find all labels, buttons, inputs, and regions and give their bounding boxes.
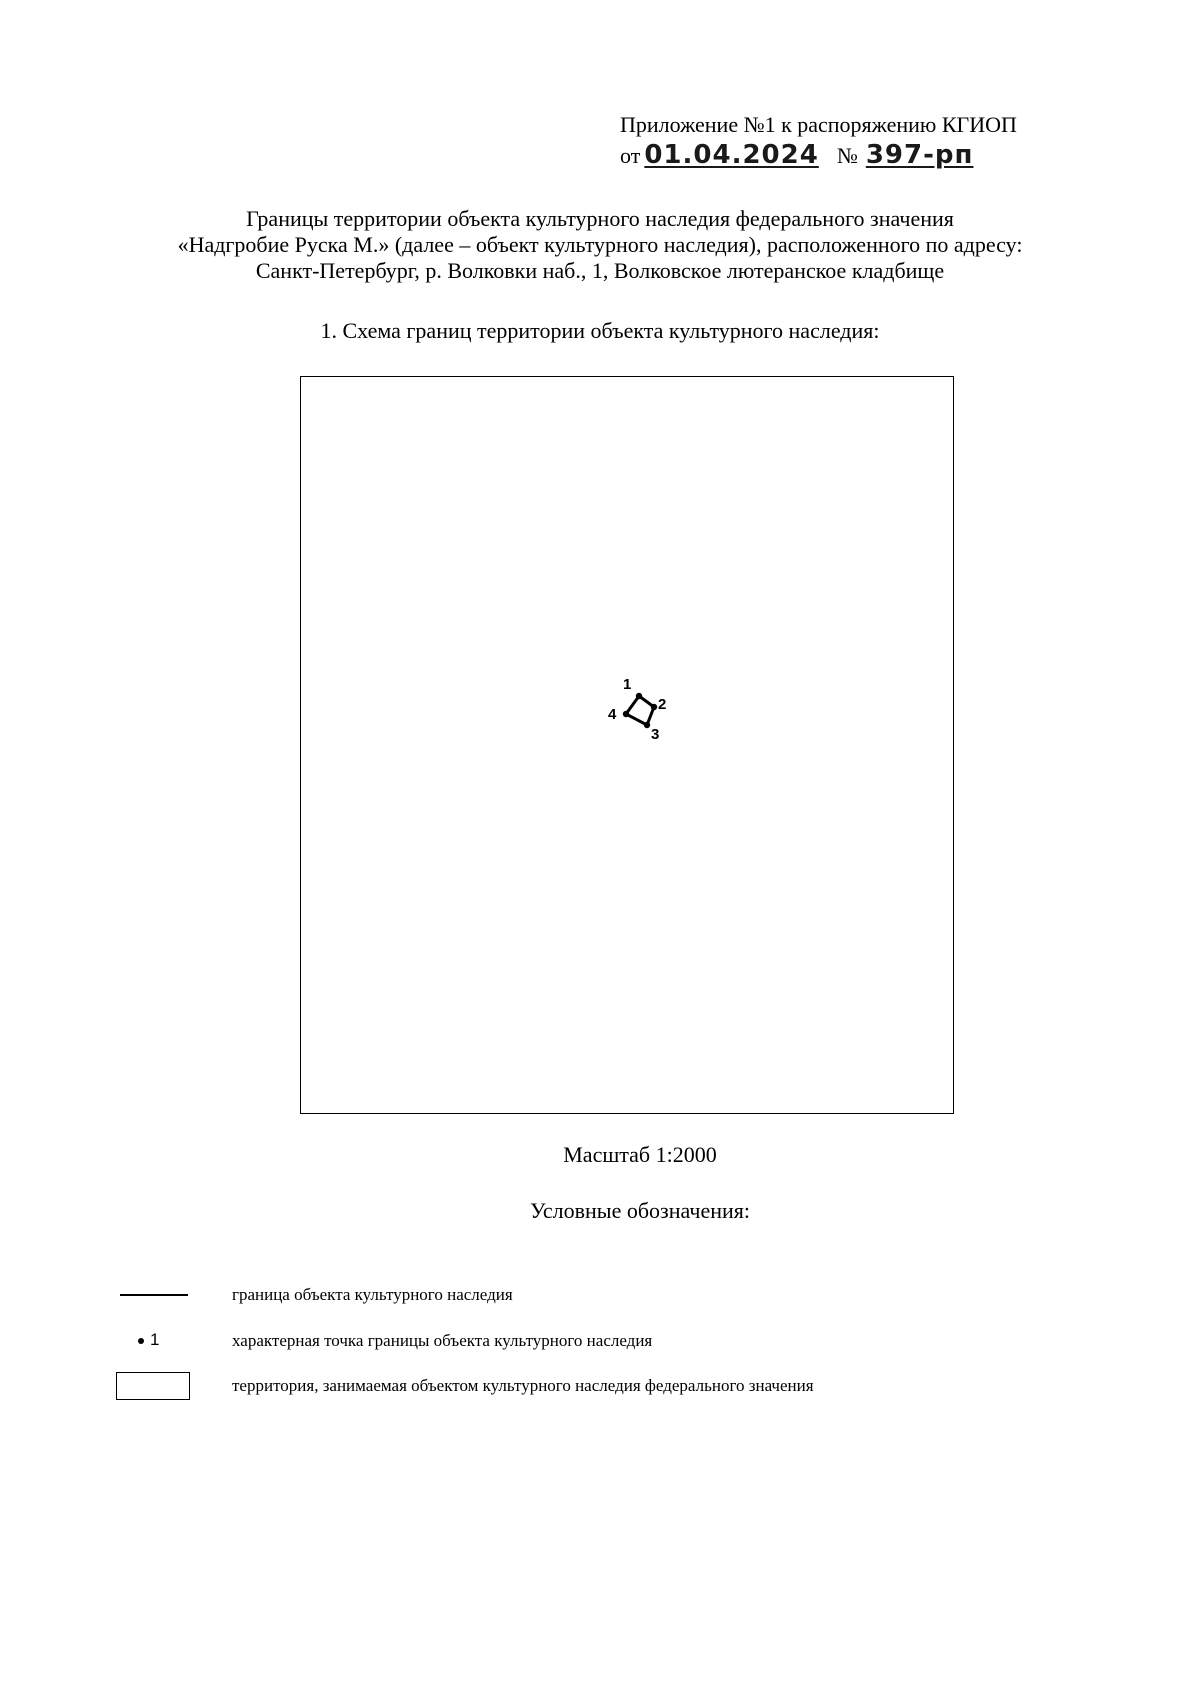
boundary-line-symbol xyxy=(110,1281,190,1311)
map-scale: Масштаб 1:2000 xyxy=(563,1142,717,1167)
order-date: 01.04.2024 xyxy=(644,140,819,170)
appendix-title: Приложение №1 к распоряжению КГИОП xyxy=(620,112,1017,137)
legend-item-text: граница объекта культурного наследия xyxy=(232,1285,513,1304)
boundary-point-symbol xyxy=(110,1327,190,1357)
section-heading: 1. Схема границ территории объекта культурного наследия: xyxy=(320,318,880,343)
boundary-scheme-map xyxy=(300,376,954,1114)
boundary-point-4-marker xyxy=(623,711,629,717)
legend-item-boundary-point xyxy=(110,1327,1110,1357)
title-line-3: Санкт-Петербург, р. Волковки наб., 1, Волковское лютеранское кладбище xyxy=(255,258,945,283)
appendix-header xyxy=(620,112,1160,171)
boundary-point-1-marker xyxy=(636,693,642,699)
boundary-point-1-label: 1 xyxy=(623,676,632,693)
legend-item-text: характерная точка границы объекта культурного наследия xyxy=(232,1331,653,1350)
order-number: 397-рп xyxy=(865,140,974,170)
boundary-point-4-label: 4 xyxy=(608,706,617,723)
legend-item-text: территория, занимаемая объектом культурного наследия федерального значения xyxy=(232,1376,814,1395)
territory-rectangle-symbol xyxy=(110,1372,190,1402)
number-prefix: № xyxy=(836,143,858,168)
legend-title: Условные обозначения: xyxy=(529,1198,751,1223)
boundary-point-3-marker xyxy=(644,722,650,728)
point-symbol-label: 1 xyxy=(150,1330,160,1349)
date-prefix: от xyxy=(620,143,641,168)
boundary-point-2-marker xyxy=(651,704,657,710)
heritage-boundary-polygon xyxy=(626,696,654,725)
legend-item-territory xyxy=(110,1372,1110,1402)
map-canvas xyxy=(301,377,952,1112)
order-reference xyxy=(620,140,1160,171)
boundary-point-2-label: 2 xyxy=(658,696,667,713)
legend-item-boundary-line xyxy=(110,1281,1110,1311)
title-line-1: Границы территории объекта культурного наследия федерального значения xyxy=(246,206,954,231)
title-line-2: «Надгробие Руска М.» (далее – объект культурного наследия), расположенного по адресу: xyxy=(177,232,1023,257)
boundary-point-3-label: 3 xyxy=(651,726,660,743)
document-title xyxy=(100,206,1100,284)
